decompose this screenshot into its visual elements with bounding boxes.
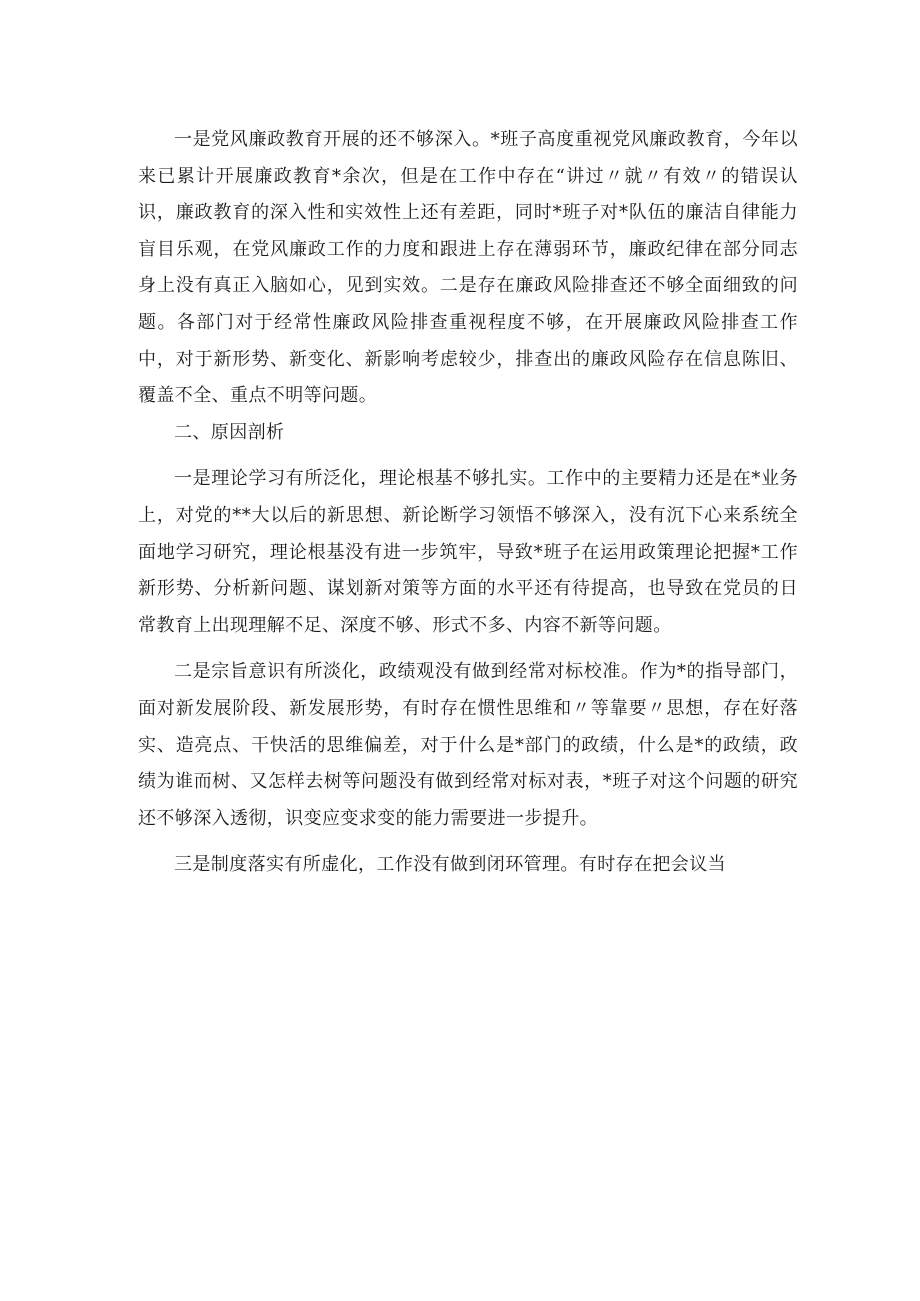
paragraph-purpose-awareness: 二是宗旨意识有所淡化，政绩观没有做到经常对标校准。作为*的指导部门，面对新发展阶段、新发展形势，有时存在惯性思维和〃等靠要〃思想，存在好落实、造亮点、干快活的思维偏差，对于什么是*部门的政绩，什么是*的政绩，政绩为谁而树、又怎样去树等问题没有做到经常对标对表，*班子对这个问题的研究还不够深入透彻，识变应变求变的能力需要进一步提升。 — [138, 661, 798, 829]
document-body — [138, 122, 798, 884]
paragraph-system-implementation: 三是制度落实有所虚化，工作没有做到闭环管理。有时存在把会议当 — [174, 854, 726, 876]
section-heading-cause-analysis: 二、原因剖析 — [174, 421, 285, 443]
paragraph-integrity-education-issues: 一是党风廉政教育开展的还不够深入。*班子高度重视党风廉政教育，今年以来已累计开展廉政教育*余次，但是在工作中存在“讲过〃就〃有效〃的错误认识，廉政教育的深入性和实效性上还有差距，同时*班子对*队伍的廉洁自律能力盲目乐观，在党风廉政工作的力度和跟进上存在薄弱环节，廉政纪律在部分同志身上没有真正入脑如心，见到实效。二是存在廉政风险排查还不够全面细致的问题。各部门对于经常性廉政风险排查重视程度不够，在开展廉政风险排查工作中，对于新形势、新变化、新影响考虑较少，排查出的廉政风险存在信息陈旧、覆盖不全、重点不明等问题。 — [138, 129, 798, 407]
paragraph-theory-study: 一是理论学习有所泛化，理论根基不够扎实。工作中的主要精力还是在*业务上，对党的**大以后的新思想、新论断学习领悟不够深入，没有沉下心来系统全面地学习研究，理论根基没有进一步筑牢，导致*班子在运用政策理论把握*工作新形势、分析新问题、谋划新对策等方面的水平还有待提高，也导致在党员的日常教育上出现理解不足、深度不够、形式不多、内容不新等问题。 — [138, 468, 798, 636]
